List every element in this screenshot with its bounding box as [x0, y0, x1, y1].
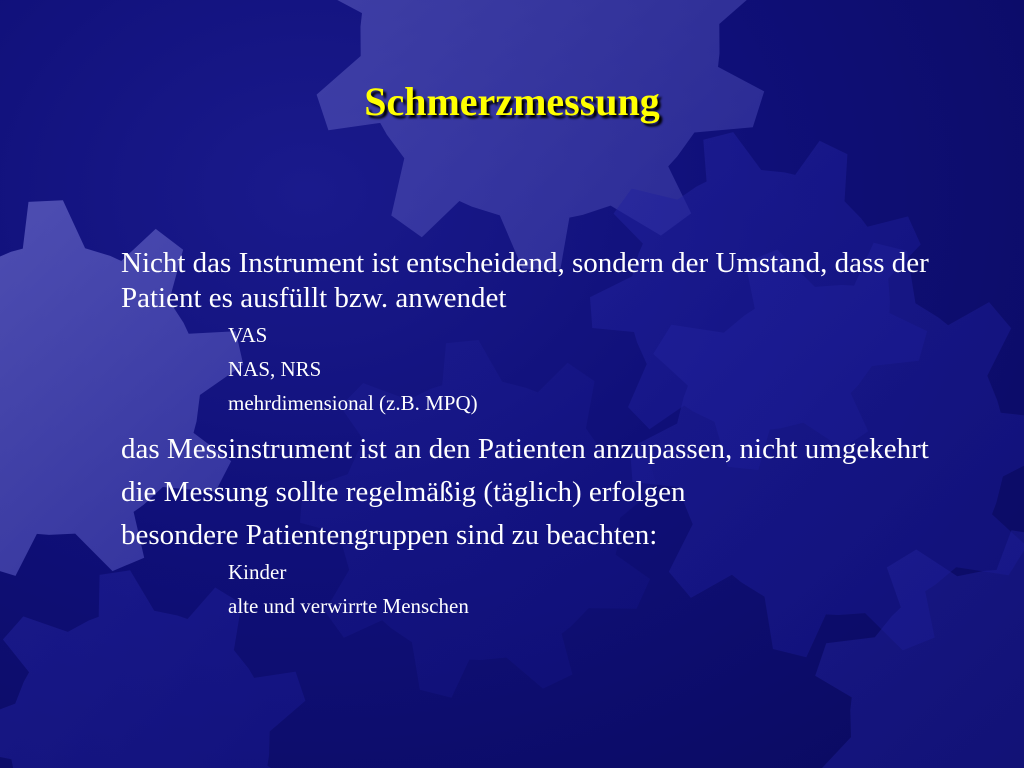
sub-item: Kinder [228, 560, 287, 584]
sub-item: NAS, NRS [228, 357, 322, 381]
sub-item: mehrdimensional (z.B. MPQ) [228, 391, 478, 415]
bullet-item: Nicht das Instrument ist entscheidend, sondern der Umstand, dass der Patient es ausfüllt bzw. anwendet [121, 247, 929, 314]
sub-item: VAS [228, 323, 268, 347]
bullet-item: besondere Patientengruppen sind zu beachten: [121, 519, 658, 551]
bullet-item: das Messinstrument ist an den Patienten anzupassen, nicht umgekehrt [121, 433, 929, 465]
slide-title: Schmerzmessung [364, 79, 660, 124]
bullet-item: die Messung sollte regelmäßig (täglich) erfolgen [121, 476, 686, 508]
bullet-list [121, 246, 981, 623]
sub-item: alte und verwirrte Menschen [228, 594, 469, 618]
